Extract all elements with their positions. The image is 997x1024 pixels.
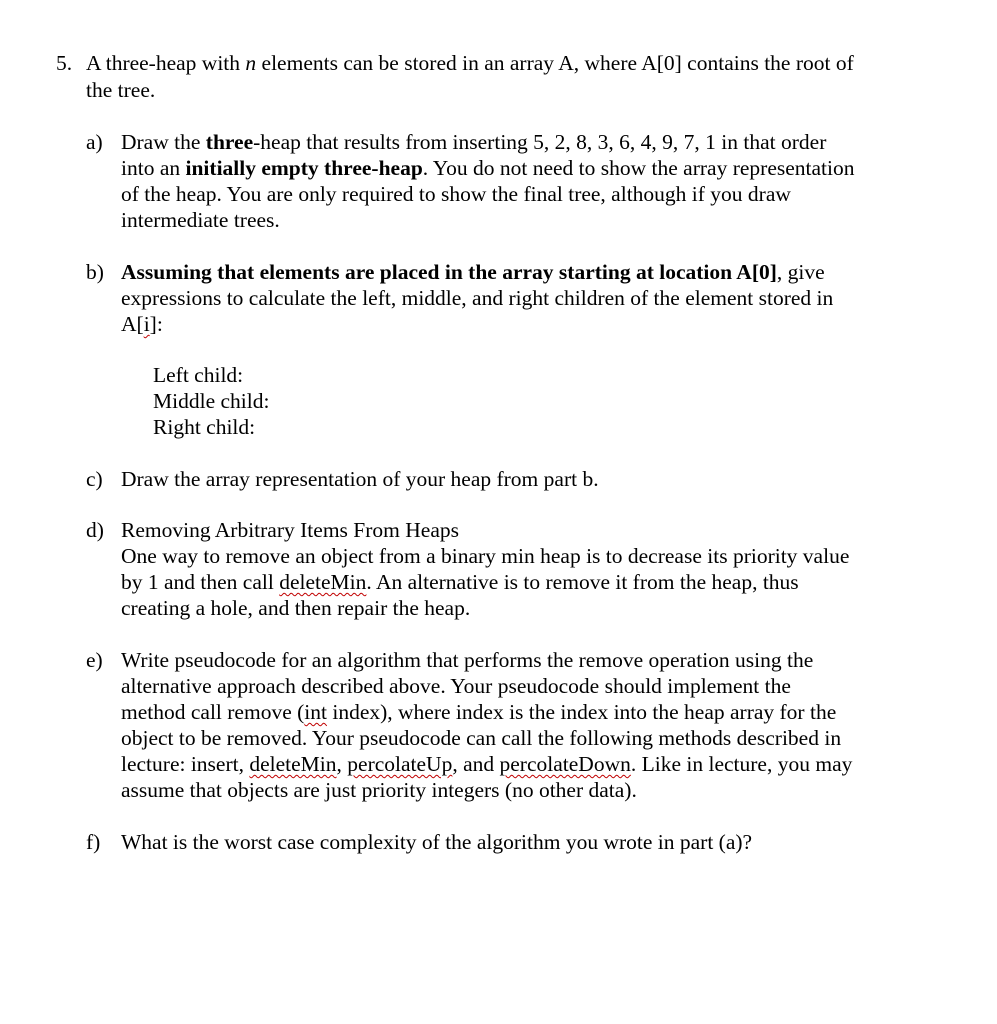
part-e-line-2: alternative approach described above. Your pseudocode should implement the — [121, 674, 791, 698]
question-text-line-1: A three-heap with n elements can be stored in an array A, where A[0] contains the root of — [86, 51, 854, 75]
question-number: 5. — [56, 51, 73, 75]
part-a-line-2: into an initially empty three-heap. You do not need to show the array representation — [121, 156, 855, 180]
part-e-line-3: method call remove (int index), where index is the index into the heap array for the — [121, 700, 837, 724]
part-b-line-1: Assuming that elements are placed in the array starting at location A[0], give — [121, 260, 825, 284]
part-a-line-4: intermediate trees. — [121, 208, 280, 232]
part-e-line-1: Write pseudocode for an algorithm that performs the remove operation using the — [121, 648, 814, 672]
part-b-line-3: A[i]: — [121, 312, 163, 336]
part-d-line-3: by 1 and then call deleteMin. An alternative is to remove it from the heap, thus — [121, 570, 799, 594]
part-d-line-2: One way to remove an object from a binary min heap is to decrease its priority value — [121, 544, 850, 568]
part-f-line-1: What is the worst case complexity of the algorithm you wrote in part (a)? — [121, 830, 753, 854]
part-e-line-5: lecture: insert, deleteMin, percolateUp, and percolateDown. Like in lecture, you may — [121, 752, 853, 776]
part-b-label: b) — [86, 260, 104, 284]
part-c-label: c) — [86, 467, 103, 491]
question-text-line-2: the tree. — [86, 78, 156, 102]
part-f-label: f) — [86, 830, 101, 854]
part-a-line-3: of the heap. You are only required to show the final tree, although if you draw — [121, 182, 791, 206]
left-child-label: Left child: — [153, 363, 244, 387]
part-d-line-4: creating a hole, and then repair the heap. — [121, 596, 471, 620]
part-b-line-2: expressions to calculate the left, middle, and right children of the element stored in — [121, 286, 834, 310]
part-e-line-4: object to be removed. Your pseudocode can call the following methods described in — [121, 726, 842, 750]
right-child-label: Right child: — [153, 415, 256, 439]
part-c-line-1: Draw the array representation of your heap from part b. — [121, 467, 599, 491]
variable-n: n — [245, 51, 257, 75]
middle-child-label: Middle child: — [153, 389, 270, 413]
part-e-line-6: assume that objects are just priority integers (no other data). — [121, 778, 637, 802]
part-d-label: d) — [86, 518, 104, 542]
part-e-label: e) — [86, 648, 103, 672]
part-a-label: a) — [86, 130, 103, 154]
part-d-line-1: Removing Arbitrary Items From Heaps — [121, 518, 459, 542]
part-a-line-1: Draw the three-heap that results from inserting 5, 2, 8, 3, 6, 4, 9, 7, 1 in that order — [121, 130, 827, 154]
